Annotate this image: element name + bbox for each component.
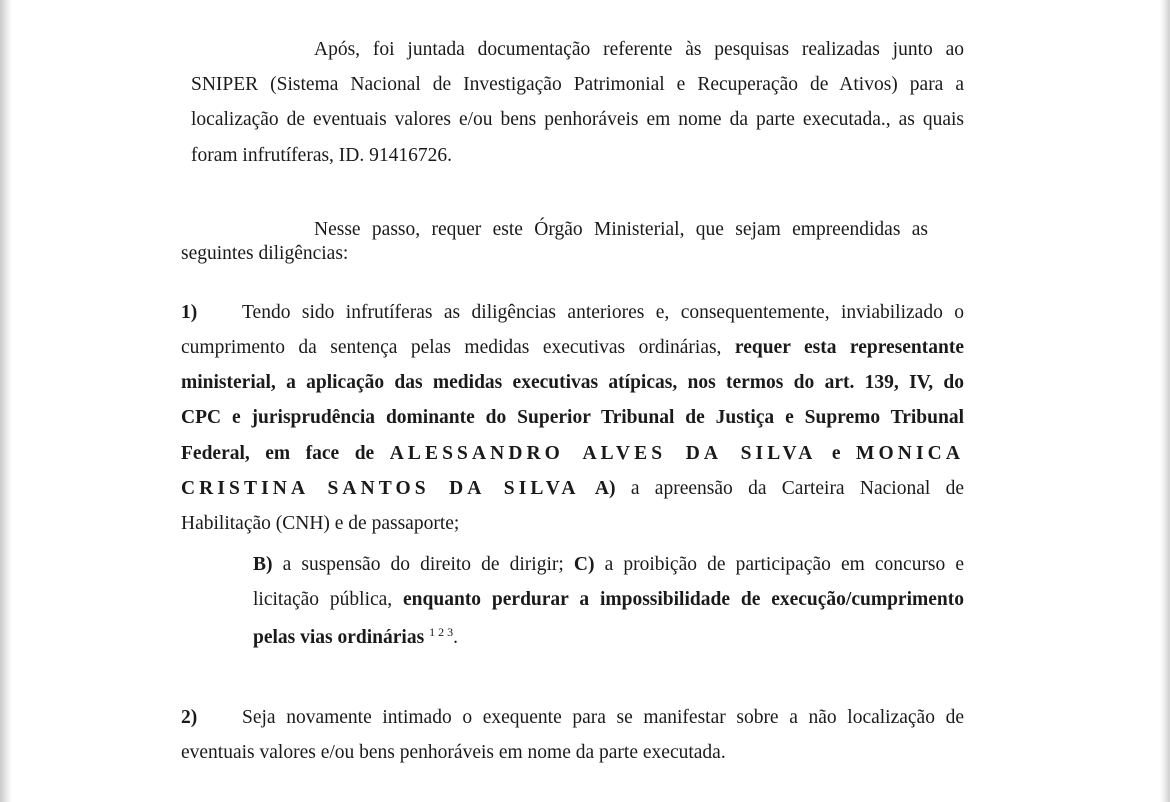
item2-line1: Seja novamente intimado o exequente para se manifestar sobre a não localização de xyxy=(242,707,964,728)
footnote-refs[interactable]: 1 2 3 xyxy=(429,625,454,639)
item1-line5: Federal, em face de ALESSANDRO ALVES DA SILVA e MONICA xyxy=(181,443,965,464)
item1-line6: CRISTINA SANTOS DA SILVA A) a apreensão da Carteira Nacional de xyxy=(181,478,965,499)
page-edge-left xyxy=(0,0,12,802)
para1-line4: foram infrutíferas, ID. 91416726. xyxy=(191,145,453,166)
item1-line1: Tendo sido infrutíferas as diligências anteriores e, consequentemente, inviabilizado o xyxy=(242,302,964,323)
item1-line9: licitação pública, enquanto perdurar a impossibilidade de execução/cumprimento xyxy=(253,589,964,610)
item1-line7: Habilitação (CNH) e de passaporte; xyxy=(181,513,460,534)
item1-line2: cumprimento da sentença pelas medidas executivas ordinárias, requer esta representante xyxy=(181,337,964,358)
item1-line4: CPC e jurisprudência dominante do Superior Tribunal de Justiça e Supremo Tribunal xyxy=(181,407,964,428)
para1-line2: SNIPER (Sistema Nacional de Investigação Patrimonial e Recuperação de Ativos) para a xyxy=(191,74,964,95)
para2-line1: Nesse passo, requer este Órgão Ministerial, que sejam empreendidas as xyxy=(314,219,928,240)
item1-line10: pelas vias ordinárias $^{1 2 3}$. xyxy=(253,625,458,648)
item1-line3: ministerial, a aplicação das medidas executivas atípicas, nos termos do art. 139, IV, do xyxy=(181,372,964,393)
item1-line8: B) a suspensão do direito de dirigir; C) a proibição de participação em concurso e xyxy=(253,554,965,575)
page-edge-right xyxy=(1160,0,1170,802)
item2-line2: eventuais valores e/ou bens penhoráveis em nome da parte executada. xyxy=(181,742,726,763)
item1-number: 1) xyxy=(181,302,198,323)
para2-line2: seguintes diligências: xyxy=(181,243,349,264)
para1-line1: Após, foi juntada documentação referente às pesquisas realizadas junto ao xyxy=(314,39,964,60)
para1-line3: localização de eventuais valores e/ou bens penhoráveis em nome da parte executada., as quais xyxy=(191,109,964,130)
item2-number: 2) xyxy=(181,707,198,728)
